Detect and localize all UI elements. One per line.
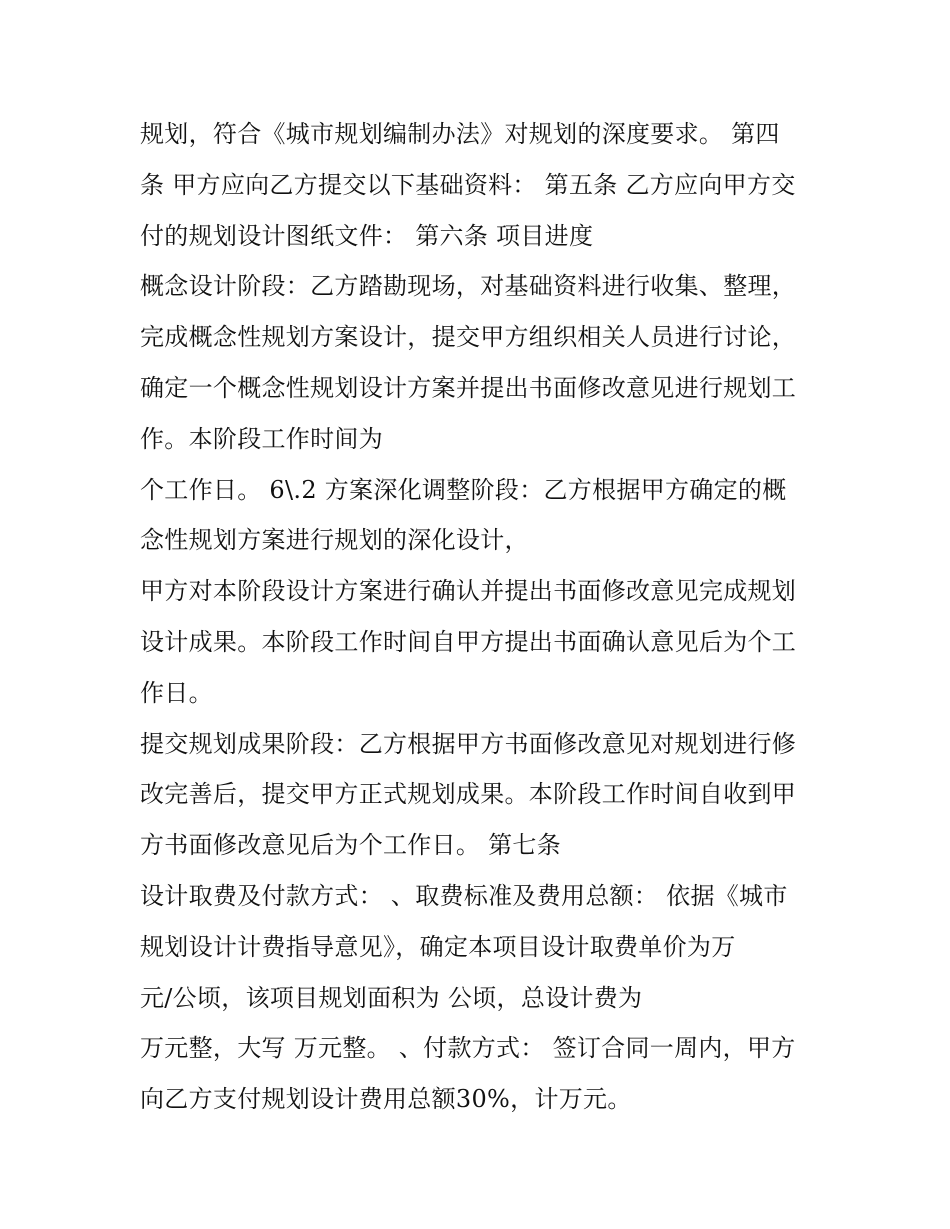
text-line: 元/公顷，该项目规划面积为 公顷，总设计费为 bbox=[140, 983, 643, 1012]
text-line: 提交规划成果阶段：乙方根据甲方书面修改意见对规划进行修 bbox=[140, 729, 797, 758]
text-line: 完成概念性规划方案设计，提交甲方组织相关人员进行讨论， bbox=[140, 323, 797, 352]
text-line: 念性规划方案进行规划的深化设计， bbox=[140, 526, 529, 555]
text-line: 作。本阶段工作时间为 bbox=[140, 424, 383, 453]
text-line: 向乙方支付规划设计费用总额30%，计万元。 bbox=[140, 1085, 632, 1114]
text-line: 付的规划设计图纸文件： 第六条 项目进度 bbox=[140, 221, 594, 250]
text-line: 规划设计计费指导意见》，确定本项目设计取费单价为万 bbox=[140, 932, 736, 961]
text-line: 万元整，大写 万元整。 、付款方式： 签订合同一周内，甲方 bbox=[140, 1034, 796, 1063]
text-line: 条 甲方应向乙方提交以下基础资料： 第五条 乙方应向甲方交 bbox=[140, 170, 796, 199]
text-line: 设计取费及付款方式： 、取费标准及费用总额： 依据《城市 bbox=[140, 881, 788, 910]
text-line: 作日。 bbox=[140, 678, 213, 707]
text-line: 确定一个概念性规划设计方案并提出书面修改意见进行规划工 bbox=[140, 373, 797, 402]
text-line: 个工作日。 6\.2 方案深化调整阶段：乙方根据甲方确定的概 bbox=[140, 475, 787, 504]
text-line: 甲方对本阶段设计方案进行确认并提出书面修改意见完成规划 bbox=[140, 577, 797, 606]
text-line: 设计成果。本阶段工作时间自甲方提出书面确认意见后为个工 bbox=[140, 627, 797, 656]
text-line: 概念设计阶段：乙方踏勘现场，对基础资料进行收集、整理， bbox=[140, 272, 797, 301]
text-line: 方书面修改意见后为个工作日。 第七条 bbox=[140, 831, 562, 860]
text-line: 规划，符合《城市规划编制办法》对规划的深度要求。 第四 bbox=[140, 120, 780, 148]
text-line: 改完善后，提交甲方正式规划成果。本阶段工作时间自收到甲 bbox=[140, 780, 797, 809]
document-body bbox=[140, 109, 830, 1125]
